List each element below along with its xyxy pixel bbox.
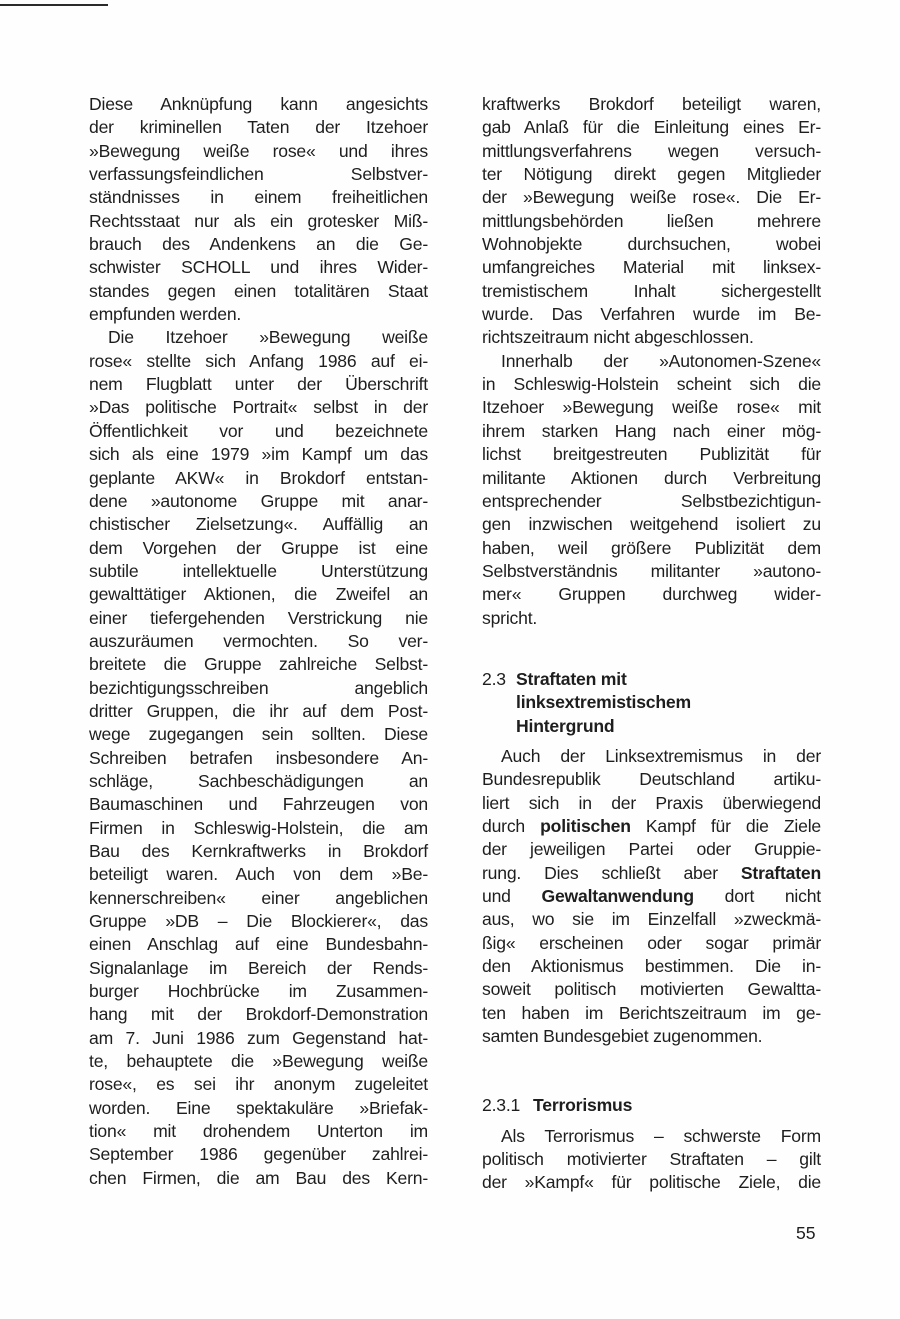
text-line: chistischer Zielsetzung«. Auffällig an — [89, 514, 428, 535]
text-line: chen Firmen, die am Bau des Kern- — [89, 1167, 428, 1188]
text-line: rose«, es sei ihr anonym zugeleitet — [89, 1074, 428, 1095]
text-line: aus, wo sie im Einzelfall »zweckmä- — [482, 909, 821, 930]
text-line: liert sich in der Praxis überwiegend — [482, 792, 821, 813]
text-run: dort nicht — [693, 886, 821, 906]
text-line: Als Terrorismus – schwerste Form — [501, 1125, 821, 1146]
text-line: Öffentlichkeit vor und bezeichnete — [89, 420, 428, 441]
text-line: schwister SCHOLL und ihres Wider- — [89, 257, 428, 278]
text-line: Itzehoer »Bewegung weiße rose« mit — [482, 397, 821, 418]
text-line: Gruppe »DB – Die Blockierer«, das — [89, 911, 428, 932]
text-line: spricht. — [482, 607, 538, 628]
text-line: hang mit der Brokdorf-Demonstration — [89, 1004, 428, 1025]
text-line: entsprechender Selbstbezichtigun- — [482, 490, 821, 511]
section-2-3-1-body — [482, 1125, 821, 1195]
text-line: Innerhalb der »Autonomen-Szene« — [501, 350, 821, 371]
text-line: der kriminellen Taten der Itzehoer — [89, 117, 428, 138]
text-line: richtszeitraum nicht abgeschlossen. — [482, 327, 754, 348]
text-line: brauch des Andenkens an die Ge- — [89, 234, 428, 255]
section-number: 2.3.1 — [482, 1095, 521, 1116]
text-line: »Bewegung weiße rose« und ihres — [89, 140, 428, 161]
section-title-line: Hintergrund — [516, 715, 615, 736]
text-line: breitete die Gruppe zahlreiche Selbst- — [89, 654, 428, 675]
text-line: mittlungsbehörden ließen mehrere — [482, 210, 821, 231]
text-line: wurde. Das Verfahren wurde im Be- — [482, 304, 821, 325]
text-line: tremistischem Inhalt sichergestellt — [482, 280, 821, 301]
right-column-intro — [482, 93, 821, 630]
text-line: subtile intellektuelle Unterstützung — [89, 560, 428, 581]
text-line: kraftwerks Brokdorf beteiligt waren, — [482, 94, 821, 114]
text-line: empfunden werden. — [89, 304, 242, 325]
text-line: am 7. Juni 1986 zum Gegenstand hat- — [89, 1027, 428, 1048]
text-line: politisch motivierter Straftaten – gilt — [482, 1149, 821, 1170]
text-line: einer tiefergehenden Verstrickung nie — [89, 607, 428, 628]
text-line: ter Nötigung direkt gegen Mitglieder — [482, 164, 821, 185]
text-line: gen inzwischen weitgehend isoliert zu — [482, 514, 821, 535]
text-line: samten Bundesgebiet zugenommen. — [482, 1026, 763, 1047]
text-line: einen Anschlag auf eine Bundesbahn- — [89, 934, 428, 955]
text-run: rung. Dies schließt aber — [482, 862, 741, 883]
text-line: schläge, Sachbeschädigungen an — [89, 770, 428, 791]
text-line: Selbstverständnis militanter »autono- — [482, 560, 821, 581]
text-line: ßig« erscheinen oder sogar primär — [482, 932, 821, 953]
text-line: der jeweiligen Partei oder Gruppie- — [482, 839, 821, 860]
text-line: burger Hochbrücke im Zusammen- — [89, 981, 428, 1002]
text-line — [482, 815, 821, 838]
text-line: gab Anlaß für die Einleitung eines Er- — [482, 117, 821, 138]
text-line: soweit politisch motivierten Gewaltta- — [482, 979, 821, 1000]
text-line: September 1986 gegenüber zahlrei- — [89, 1144, 428, 1165]
left-column — [89, 93, 428, 1190]
page-number: 55 — [796, 1223, 816, 1243]
text-run: Kampf für die Ziele — [630, 815, 822, 836]
bold-term: Gewaltanwendung — [541, 886, 694, 906]
text-line: mittlungsverfahrens wegen versuch- — [482, 140, 821, 161]
text-line: der »Kampf« für politische Ziele, die — [482, 1172, 821, 1193]
text-line: te, behauptete die »Bewegung weiße — [89, 1051, 428, 1072]
text-run: und — [482, 886, 542, 906]
section-number: 2.3 — [482, 668, 506, 689]
text-line: Die Itzehoer »Bewegung weiße — [108, 327, 428, 348]
section-title-line: Straftaten mit — [516, 668, 627, 689]
text-line: ihrem starken Hang nach einer mög- — [482, 420, 821, 441]
text-line: wege zugegangen sein sollten. Diese — [89, 724, 428, 745]
bold-term: Straftaten — [740, 862, 821, 883]
text-line: haben, weil größere Publizität dem — [482, 537, 821, 558]
text-line: den Aktionismus bestimmen. Die in- — [482, 956, 821, 977]
section-2-3-heading — [482, 668, 821, 738]
text-line — [482, 885, 821, 908]
scan-edge-mark — [0, 4, 108, 6]
text-line: Bundesrepublik Deutschland artiku- — [482, 769, 821, 790]
text-line: verfassungsfeindlichen Selbstver- — [89, 164, 428, 185]
text-line: worden. Eine spektakuläre »Briefak- — [89, 1097, 428, 1118]
text-line: Diese Anknüpfung kann angesichts — [89, 94, 428, 114]
text-line: dem Vorgehen der Gruppe ist eine — [89, 537, 428, 558]
text-line: Firmen in Schleswig-Holstein, die am — [89, 817, 428, 838]
text-line: militante Aktionen durch Verbreitung — [482, 467, 821, 488]
text-line: ten haben im Berichtszeitraum im ge- — [482, 1002, 821, 1023]
text-line: Signalanlage im Bereich der Rends- — [89, 957, 428, 978]
text-line: Wohnobjekte durchsuchen, wobei — [482, 234, 821, 255]
text-line: Bau des Kernkraftwerks in Brokdorf — [89, 841, 428, 861]
bold-term: politischen — [540, 815, 631, 836]
section-title-line: linksextremistischem — [516, 692, 691, 713]
text-line: ständnisses in einem freiheitlichen — [89, 187, 428, 208]
text-line: nem Flugblatt unter der Überschrift — [89, 374, 428, 395]
text-line: rose« stellte sich Anfang 1986 auf ei- — [89, 350, 428, 371]
section-2-3-1-heading — [482, 1094, 821, 1117]
text-line: tion« mit drohendem Unterton im — [89, 1121, 428, 1142]
text-line: beteiligt waren. Auch von dem »Be- — [89, 864, 428, 885]
text-line: gewalttätiger Aktionen, die Zweifel an — [89, 584, 428, 605]
text-line: in Schleswig-Holstein scheint sich die — [482, 374, 821, 395]
text-line: mer« Gruppen durchweg wider- — [482, 584, 821, 605]
text-line: Auch der Linksextremismus in der — [501, 745, 821, 766]
text-line: Rechtsstaat nur als ein grotesker Miß- — [89, 210, 428, 231]
text-line: dritter Gruppen, die ihr auf dem Post- — [89, 700, 428, 721]
text-line: bezichtigungsschreiben angeblich — [89, 677, 428, 698]
text-line: Schreiben betrafen insbesondere An- — [89, 747, 428, 768]
section-2-3-body — [482, 745, 821, 1048]
right-column — [482, 93, 821, 1195]
text-line: auszuräumen vermochten. So ver- — [89, 630, 428, 651]
text-line: kennerschreiben« einer angeblichen — [89, 887, 428, 908]
text-line: geplante AKW« in Brokdorf entstan- — [89, 467, 428, 488]
text-line: dene »autonome Gruppe mit anar- — [89, 490, 428, 511]
text-line: der »Bewegung weiße rose«. Die Er- — [482, 187, 821, 208]
text-line: sich als eine 1979 »im Kampf um das — [89, 444, 428, 465]
text-line: »Das politische Portrait« selbst in der — [89, 397, 428, 418]
section-title: Terrorismus — [533, 1095, 633, 1116]
text-line — [482, 862, 821, 885]
text-line: umfangreiches Material mit linksex- — [482, 257, 821, 278]
text-run: durch — [482, 815, 541, 836]
text-line: lichst breitgestreuten Publizität für — [482, 444, 821, 465]
text-line: Baumaschinen und Fahrzeugen von — [89, 794, 428, 815]
text-line: standes gegen einen totalitären Staat — [89, 280, 428, 301]
